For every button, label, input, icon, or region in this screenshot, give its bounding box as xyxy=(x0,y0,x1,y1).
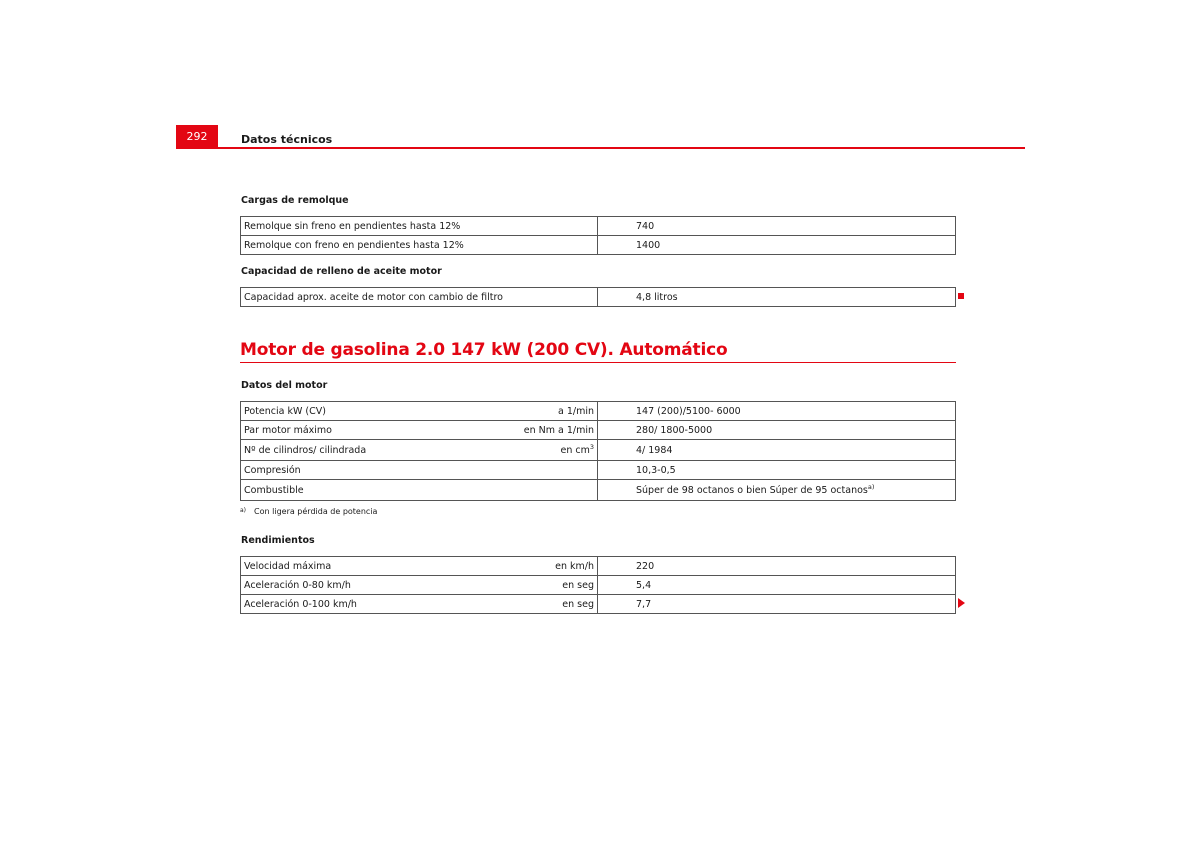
table-row xyxy=(241,576,956,595)
table-cell-value: 1400 xyxy=(598,236,956,255)
footnote xyxy=(240,507,377,516)
table-cell-value: 4/ 1984 xyxy=(598,440,956,461)
table-cell-unit: en seg xyxy=(562,579,594,591)
table-row xyxy=(241,421,956,440)
table-row xyxy=(241,236,956,255)
footnote-reference: a) xyxy=(867,483,875,492)
continue-arrow-icon xyxy=(958,598,965,608)
table-cell-label: Potencia kW (CV) xyxy=(244,405,326,417)
performance-heading: Rendimientos xyxy=(241,535,315,546)
table-cell-label: Remolque con freno en pendientes hasta 12% xyxy=(241,236,598,255)
section-divider xyxy=(240,362,956,363)
table-cell-label: Combustible xyxy=(244,484,304,496)
table-cell-unit: en km/h xyxy=(555,560,594,572)
section-end-marker xyxy=(958,293,964,299)
header-title: Datos técnicos xyxy=(241,133,333,146)
table-cell-unit: en seg xyxy=(562,598,594,610)
table-cell-label: Nº de cilindros/ cilindrada xyxy=(244,444,367,456)
table-row xyxy=(241,461,956,480)
oil-table xyxy=(240,287,956,307)
table-cell-value: 7,7 xyxy=(598,595,956,614)
table-cell-value: 147 (200)/5100- 6000 xyxy=(598,402,956,421)
table-row xyxy=(241,557,956,576)
table-cell-label: Aceleración 0-100 km/h xyxy=(244,598,357,610)
table-cell-value: 4,8 litros xyxy=(598,288,956,307)
table-row xyxy=(241,595,956,614)
table-cell-unit: en Nm a 1/min xyxy=(523,424,594,436)
table-row xyxy=(241,402,956,421)
header-divider xyxy=(176,147,1025,149)
engine-heading: Datos del motor xyxy=(241,380,328,391)
oil-heading: Capacidad de relleno de aceite motor xyxy=(241,266,442,277)
table-cell-label: Velocidad máxima xyxy=(244,560,332,572)
table-cell-value: 740 xyxy=(598,217,956,236)
footnote-mark: a) xyxy=(240,507,247,514)
table-cell-label: Par motor máximo xyxy=(244,424,332,436)
trailer-heading: Cargas de remolque xyxy=(241,195,349,206)
table-cell-value: 220 xyxy=(598,557,956,576)
unit-superscript: 3 xyxy=(589,443,594,452)
table-cell-label: Aceleración 0-80 km/h xyxy=(244,579,351,591)
performance-table xyxy=(240,556,956,614)
table-cell-unit: en cm xyxy=(560,445,590,457)
table-cell-label: Remolque sin freno en pendientes hasta 12% xyxy=(241,217,598,236)
trailer-table xyxy=(240,216,956,255)
table-cell-value: 5,4 xyxy=(598,576,956,595)
table-cell-label: Compresión xyxy=(244,464,301,476)
table-cell-unit: a 1/min xyxy=(557,405,594,417)
section-title: Motor de gasolina 2.0 147 kW (200 CV). Automático xyxy=(240,340,728,360)
table-cell-label: Capacidad aprox. aceite de motor con cambio de filtro xyxy=(241,288,598,307)
table-row xyxy=(241,440,956,461)
engine-table xyxy=(240,401,956,501)
table-row xyxy=(241,217,956,236)
table-row xyxy=(241,288,956,307)
table-cell-value: 280/ 1800-5000 xyxy=(598,421,956,440)
table-cell-value: Súper de 98 octanos o bien Súper de 95 octanos xyxy=(636,485,868,497)
table-row xyxy=(241,480,956,501)
page-number: 292 xyxy=(176,125,218,148)
table-cell-value: 10,3-0,5 xyxy=(598,461,956,480)
footnote-text: Con ligera pérdida de potencia xyxy=(254,507,378,516)
